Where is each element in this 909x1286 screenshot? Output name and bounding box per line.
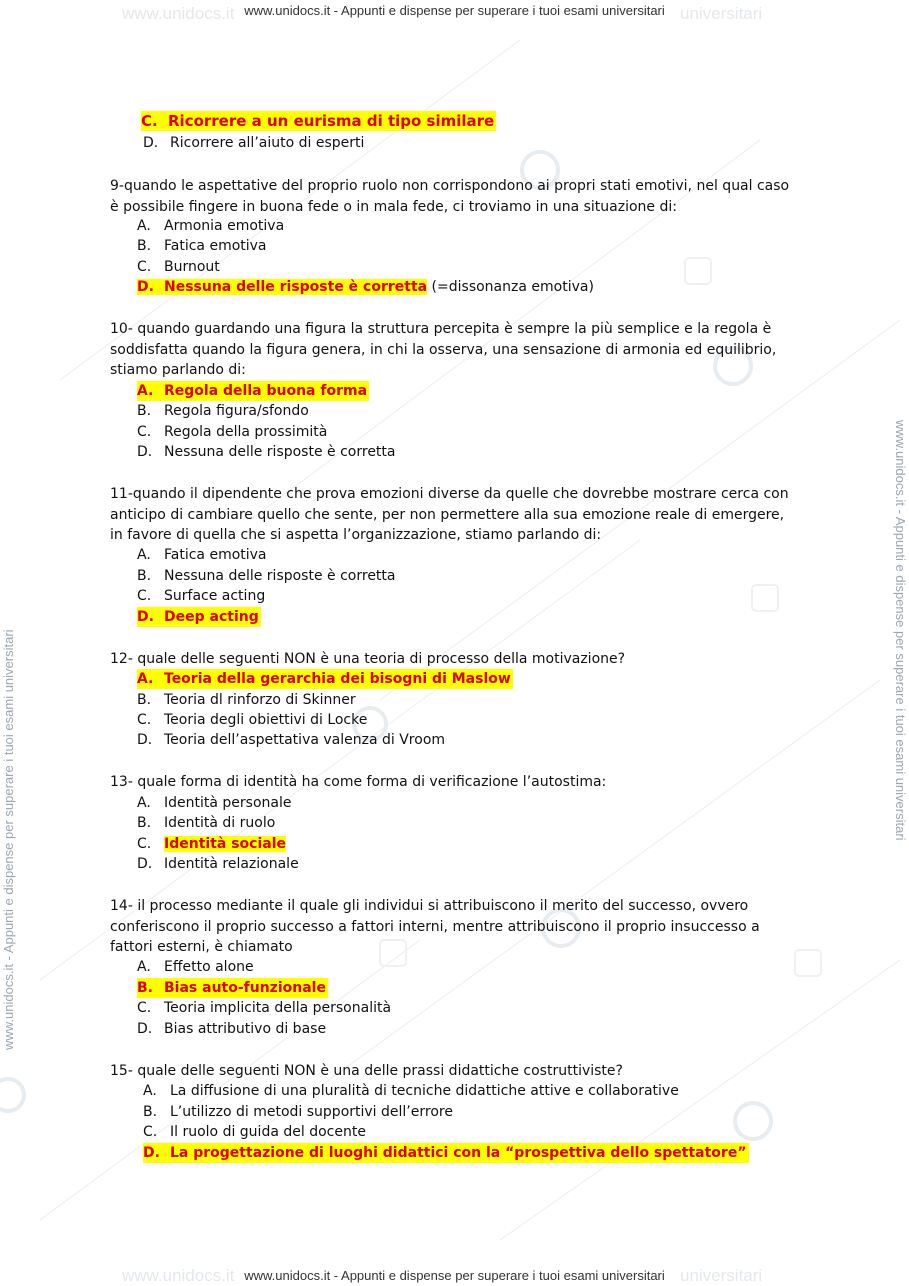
side-watermark-left: www.unidocs.it - Appunti e dispense per superare i tuoi esami universitari [1, 629, 16, 1050]
question-10: 10- quando guardando una figura la struttura percepita è sempre la più semplice e la regola è soddisfatta quando la figura genera, in chi la osserva, una sensazione di armonia ed equilibrio, stiamo parlando di: [110, 321, 777, 378]
question-9: 9-quando le aspettative del proprio ruolo non corrispondono ai propri stati emotivi, nel qual caso è possibile fingere in buona fede o in mala fede, ci troviamo in una situazione di: [110, 178, 790, 215]
q9-option-b: B. Fatica emotiva [137, 238, 267, 254]
q9-correct-answer: D. Nessuna delle risposte è corretta [137, 279, 428, 295]
q10-option-d: D. Nessuna delle risposte è corretta [137, 444, 396, 460]
q14-option-c: C. Teoria implicita della personalità [137, 1000, 392, 1016]
q14-option-a: A. Effetto alone [137, 959, 254, 975]
question-12: 12- quale delle seguenti NON è una teoria di processo della motivazione? [110, 651, 626, 667]
q15-option-a: A. La diffusione di una pluralità di tecniche didattiche attive e collaborative [143, 1083, 679, 1099]
question-14: 14- il processo mediante il quale gli individui si attribuiscono il merito del successo, ovvero conferiscono il proprio successo a fattori interni, mentre attribuiscono il proprio insuccesso a fattori esterni, è chiamato [110, 898, 760, 955]
q15-option-d: D. La progettazione di luoghi didattici con la “prospettiva dello spettatore” [143, 1145, 747, 1161]
q9-option-c: C. Burnout [137, 259, 220, 275]
question-11: 11-quando il dipendente che prova emozioni diverse da quelle che dovrebbe mostrare cerca con anticipo di cambiare quello che sente, per non permettere alla sua emozione reale di emergere, in favore di quella che si aspetta l’organizzazione, stiamo parlando di: [110, 486, 789, 543]
q12-option-c: C. Teoria degli obiettivi di Locke [137, 712, 368, 728]
prev-option-c: C. Ricorrere a un eurisma di tipo similare [141, 112, 495, 130]
watermark-faint-right-bottom: universitari [680, 1266, 763, 1285]
q15-option-b: B. L’utilizzo di metodi supportivi dell’errore [143, 1104, 453, 1120]
header-banner: www.unidocs.it - Appunti e dispense per superare i tuoi esami universitari [244, 3, 665, 18]
q13-option-a: A. Identità personale [137, 795, 292, 811]
side-watermark-right: www.unidocs.it - Appunti e dispense per superare i tuoi esami universitari [893, 420, 908, 841]
footer-banner: www.unidocs.it - Appunti e dispense per superare i tuoi esami universitari [244, 1268, 665, 1283]
q15-option-c: C. Il ruolo di guida del docente [143, 1124, 366, 1140]
q13-option-c: C. Identità sociale [137, 836, 286, 852]
q10-option-b: B. Regola figura/sfondo [137, 403, 309, 419]
q11-option-b: B. Nessuna delle risposte è corretta [137, 568, 396, 584]
q9-option-d [137, 277, 594, 297]
q13-option-d: D. Identità relazionale [137, 856, 299, 872]
q13-correct-answer: Identità sociale [164, 836, 286, 852]
q12-option-b: B. Teoria dl rinforzo di Skinner [137, 692, 356, 708]
q9-note: (=dissonanza emotiva) [427, 279, 594, 295]
q11-option-a: A. Fatica emotiva [137, 547, 267, 563]
watermark-faint-right: universitari [680, 4, 763, 23]
q10-option-a: A. Regola della buona forma [137, 383, 368, 399]
q10-option-c: C. Regola della prossimità [137, 424, 328, 440]
q11-option-d: D. Deep acting [137, 609, 259, 625]
q14-option-b: B. Bias auto-funzionale [137, 980, 326, 996]
question-13: 13- quale forma di identità ha come forma di verificazione l’autostima: [110, 774, 607, 790]
q14-option-d: D. Bias attributivo di base [137, 1021, 327, 1037]
q13-option-b: B. Identità di ruolo [137, 815, 276, 831]
q12-option-d: D. Teoria dell’aspettativa valenza di Vroom [137, 732, 446, 748]
watermark-faint-left: www.unidocs.it [122, 4, 235, 23]
question-15: 15- quale delle seguenti NON è una delle prassi didattiche costruttiviste? [110, 1063, 623, 1079]
prev-option-d: D. Ricorrere all’aiuto di esperti [143, 135, 365, 151]
watermark-faint-left-bottom: www.unidocs.it [122, 1266, 235, 1285]
q12-option-a: A. Teoria della gerarchia dei bisogni di Maslow [137, 671, 511, 687]
q9-option-a: A. Armonia emotiva [137, 218, 285, 234]
q11-option-c: C. Surface acting [137, 588, 266, 604]
